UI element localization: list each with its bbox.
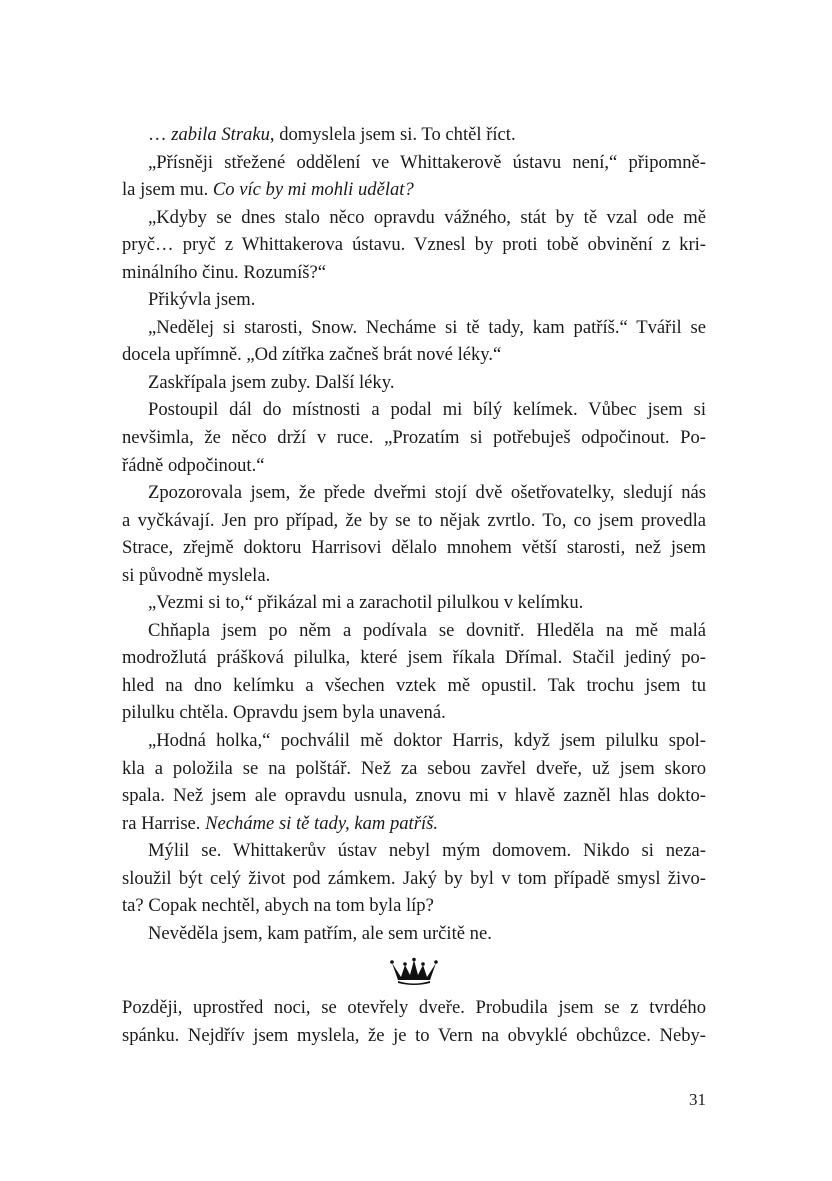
text-segment: …	[148, 124, 172, 145]
text-line	[122, 149, 706, 177]
italic-text: Co víc by mi mohli udělat?	[212, 179, 414, 201]
text-segment: sloužil být celý život pod zámkem. Jaký by byl v tom případě smysl živo-	[122, 867, 706, 889]
text-line	[122, 231, 706, 259]
crown-icon	[389, 957, 439, 985]
text-segment: „Nedělej si starosti, Snow. Necháme si tě tady, kam patříš.“ Tvářil se	[148, 316, 706, 338]
text-line	[122, 672, 706, 700]
text-line	[122, 341, 706, 369]
section-break	[122, 947, 706, 994]
text-segment: Nevěděla jsem, kam patřím, ale sem určitě ne.	[148, 922, 492, 944]
text-line	[122, 204, 706, 232]
text-segment: kla a položila se na polštář. Než za sebou zavřel dveře, už jsem skoro	[122, 757, 706, 779]
text-line	[122, 920, 706, 948]
text-segment: a vyčkávají. Jen pro případ, že by se to nějak zvrtlo. To, co jsem provedla	[122, 509, 706, 531]
text-line	[122, 534, 706, 562]
text-line	[122, 507, 706, 535]
text-segment: spala. Než jsem ale opravdu usnula, znovu mi v hlavě zazněl hlas dokto-	[122, 785, 706, 807]
text-line	[122, 562, 706, 590]
text-line	[122, 176, 706, 204]
text-segment: řádně odpočinout.“	[122, 454, 265, 476]
text-segment: modrožlutá prášková pilulka, které jsem říkala Dřímal. Stačil jediný po-	[122, 647, 706, 669]
text-segment: Později, uprostřed noci, se otevřely dveře. Probudila jsem se z tvrdého	[122, 997, 706, 1019]
text-line	[122, 286, 706, 314]
text-line	[122, 699, 706, 727]
text-line	[122, 782, 706, 810]
text-segment: si původně myslela.	[122, 564, 271, 586]
text-segment: Zpozorovala jsem, že přede dveřmi stojí dvě ošetřovatelky, sledují nás	[148, 482, 706, 504]
text-segment: „Kdyby se dnes stalo něco opravdu vážného, stát by tě vzal ode mě	[148, 206, 706, 228]
text-segment: pilulku chtěla. Opravdu jsem byla unavená.	[122, 702, 446, 724]
text-segment: Strace, zřejmě doktoru Harrisovi dělalo mnohem větší starosti, než jsem	[122, 537, 706, 559]
text-segment: nevšimla, že něco drží v ruce. „Prozatím si potřebuješ odpočinout. Po-	[122, 427, 706, 449]
text-line	[122, 424, 706, 452]
text-segment: „Vezmi si to,“ přikázal mi a zarachotil pilulkou v kelímku.	[148, 592, 584, 614]
text-line	[122, 589, 706, 617]
text-segment: la jsem mu.	[122, 179, 213, 201]
text-segment: docela upřímně. „Od zítřka začneš brát nové léky.“	[122, 344, 502, 366]
text-segment: Chňapla jsem po něm a podívala se dovnitř. Hleděla na mě malá	[148, 619, 706, 641]
text-line	[122, 479, 706, 507]
text-line	[122, 1022, 706, 1050]
text-line	[122, 369, 706, 397]
text-segment: spánku. Nejdřív jsem myslela, že je to Vern na obvyklé obchůzce. Neby-	[122, 1024, 706, 1046]
text-line	[122, 314, 706, 342]
text-segment: hled na dno kelímku a všechen vztek mě opustil. Tak trochu jsem tu	[122, 674, 706, 696]
text-segment: Zaskřípala jsem zuby. Další léky.	[148, 371, 395, 393]
page-number: 31	[689, 1090, 706, 1109]
text-segment: minálního činu. Rozumíš?“	[122, 261, 326, 283]
text-line	[122, 396, 706, 424]
section-before-break	[122, 121, 706, 947]
text-line	[122, 837, 706, 865]
section-after-break	[122, 994, 706, 1049]
text-segment: ta? Copak nechtěl, abych na tom byla líp?	[122, 895, 434, 917]
text-line	[122, 810, 706, 838]
text-line	[122, 755, 706, 783]
text-segment: Přikývla jsem.	[148, 289, 256, 311]
text-segment: , domyslela jsem si. To chtěl říct.	[269, 124, 516, 145]
text-segment: „Hodná holka,“ pochválil mě doktor Harris, když jsem pilulku spol-	[148, 730, 706, 752]
text-line	[122, 617, 706, 645]
body-text	[122, 121, 706, 1050]
text-segment: Postoupil dál do místnosti a podal mi bílý kelímek. Vůbec jsem si	[148, 399, 706, 421]
text-line	[122, 727, 706, 755]
text-line	[122, 121, 706, 149]
text-line	[122, 865, 706, 893]
italic-text: zabila Straku	[171, 124, 270, 145]
text-line	[122, 644, 706, 672]
text-segment: „Přísněji střežené oddělení ve Whittakerově ústavu není,“ připomně-	[148, 151, 706, 173]
text-line	[122, 892, 706, 920]
text-line	[122, 259, 706, 287]
text-line	[122, 452, 706, 480]
italic-text: Necháme si tě tady, kam patříš.	[205, 812, 439, 834]
text-segment: pryč… pryč z Whittakerova ústavu. Vznesl by proti tobě obvinění z kri-	[122, 234, 706, 256]
text-segment: ra Harrise.	[122, 812, 206, 834]
text-line	[122, 994, 706, 1022]
text-segment: Mýlil se. Whittakerův ústav nebyl mým domovem. Nikdo si neza-	[148, 840, 706, 862]
